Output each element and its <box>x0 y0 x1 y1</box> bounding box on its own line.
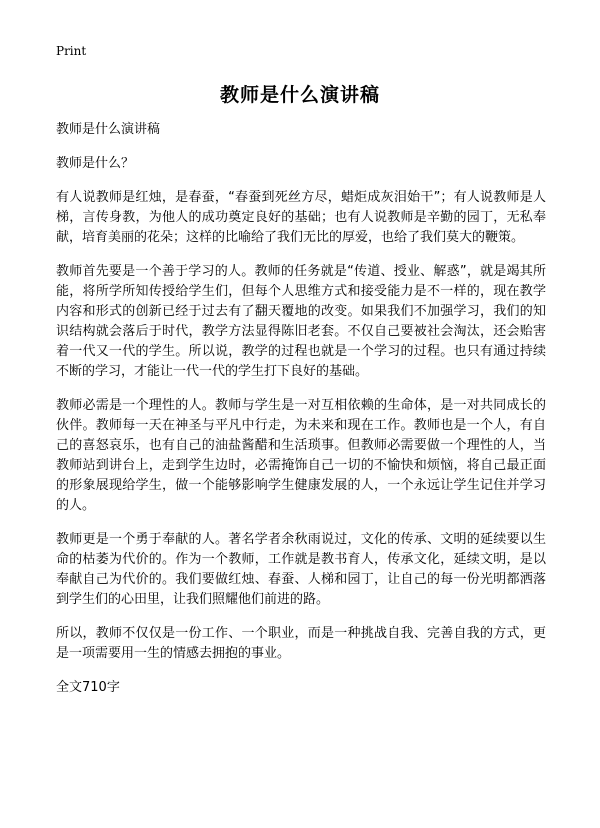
page-title: 教师是什么演讲稿 <box>219 84 380 106</box>
article-subtitle: 教师是什么演讲稿 <box>56 122 161 137</box>
article-question: 教师是什么？ <box>56 156 135 171</box>
paragraph-2: 教师首先要是一个善于学习的人。教师的任务就是“传道、授业、解惑”，就是竭其所能，将所学所知传授给学生们，但每个人思维方式和接受能力是不一样的，现在教学内容和形式的创新已经于过去有了翻天覆地的改变。如果我们不加强学习，我们的知识结构就会落后于时代，教学方法显得陈旧老套。不仅自己要被社会淘汰，还会贻害着一代又一代的学生。所以说，教学的过程也就是一个学习的过程。也只有通过持续不断的学习，才能让一代一代的学生打下良好的基础。 <box>56 264 546 379</box>
word-count: 全文710字 <box>56 680 120 695</box>
paragraph-5: 所以，教师不仅仅是一份工作、一个职业，而是一种挑战自我、完善自我的方式，更是一项需要用一生的情感去拥抱的事业。 <box>56 626 546 661</box>
paragraph-4: 教师更是一个勇于奉献的人。著名学者余秋雨说过，文化的传承、文明的延续要以生命的枯萎为代价的。作为一个教师，工作就是教书育人，传承文化，延续文明，是以奉献自己为代价的。我们要做红烛、春蚕、人梯和园丁，让自己的每一份光明都洒落到学生们的心田里，让我们照耀他们前进的路。 <box>56 532 546 607</box>
article-body <box>56 120 546 698</box>
print-link[interactable]: Print <box>56 44 87 58</box>
paragraph-1: 有人说教师是红烛，是春蚕，“春蚕到死丝方尽，蜡炬成灰泪始干”；有人说教师是人梯，言传身教，为他人的成功奠定良好的基础；也有人说教师是辛勤的园丁，无私奉献，培育美丽的花朵；这样的比喻给了我们无比的厚爱，也给了我们莫大的鞭策。 <box>56 190 546 245</box>
paragraph-3: 教师必需是一个理性的人。教师与学生是一对互相依赖的生命体，是一对共同成长的伙伴。教师每一天在神圣与平凡中行走，为未来和现在工作。教师也是一个人，有自己的喜怒哀乐，也有自己的油盐酱醋和生活琐事。但教师必需要做一个理性的人，当教师站到讲台上，走到学生边时，必需掩饰自己一切的不愉快和烦恼，将自己最正面的形象展现给学生，做一个能够影响学生健康发展的人，一个永远让学生记住并学习的人。 <box>56 398 546 513</box>
